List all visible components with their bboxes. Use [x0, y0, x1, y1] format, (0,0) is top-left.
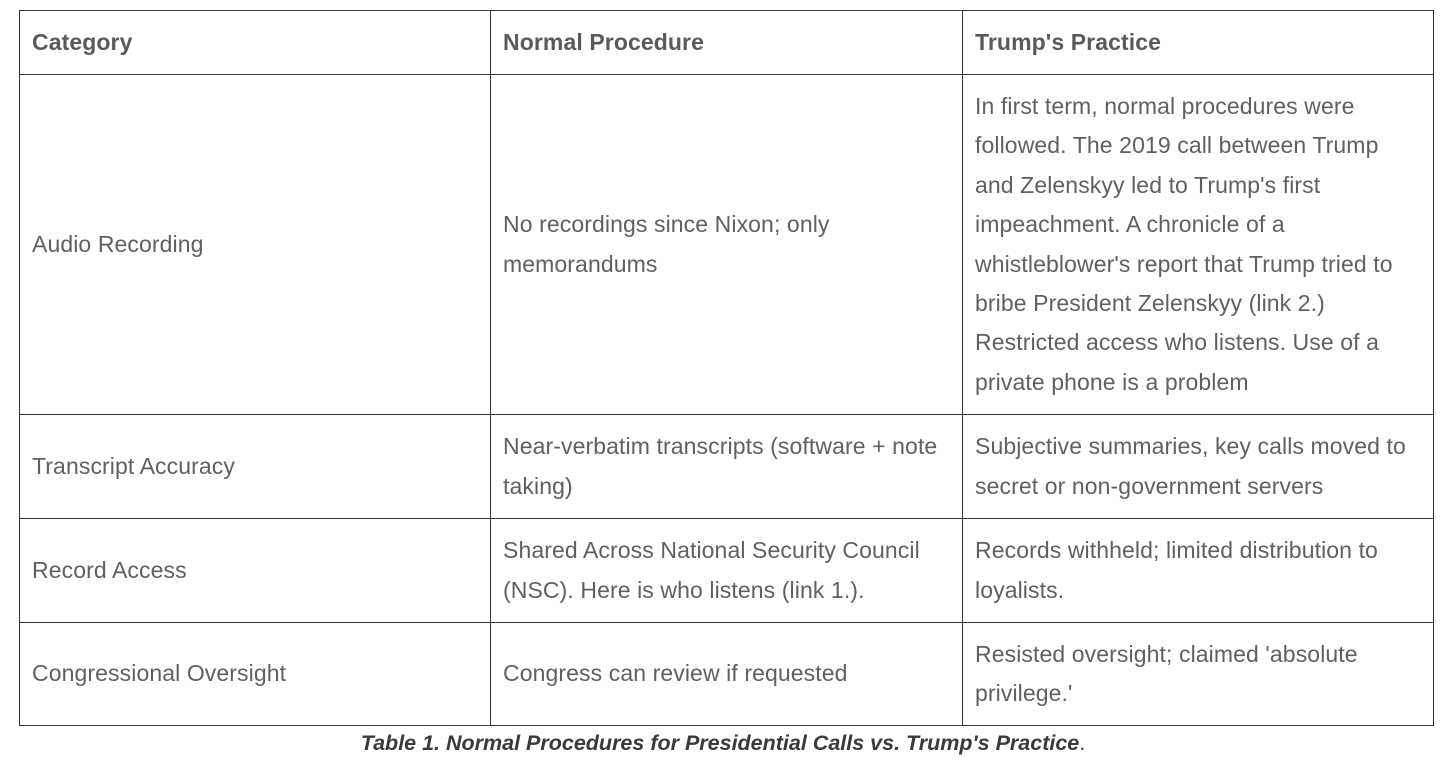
caption-period: . — [1079, 731, 1086, 755]
header-category: Category — [20, 11, 491, 75]
cell-category: Transcript Accuracy — [20, 415, 491, 519]
cell-category: Audio Recording — [20, 75, 491, 415]
cell-category: Record Access — [20, 519, 491, 623]
cell-normal-procedure: Near-verbatim transcripts (software + note taking) — [491, 415, 963, 519]
table-row — [20, 75, 1434, 415]
header-trumps-practice: Trump's Practice — [963, 11, 1434, 75]
cell-trumps-practice: Records withheld; limited distribution to loyalists. — [963, 519, 1434, 623]
cell-trumps-practice: In first term, normal procedures were followed. The 2019 call between Trump and Zelenskyy led to Trump's first impeachment. A chronicle of a whistleblower's report that Trump tried to bribe President Zelenskyy (link 2.) Restricted access who listens. Use of a private phone is a problem — [963, 75, 1434, 415]
cell-normal-procedure: Congress can review if requested — [491, 623, 963, 726]
cell-normal-procedure: No recordings since Nixon; only memorandums — [491, 75, 963, 415]
cell-category: Congressional Oversight — [20, 623, 491, 726]
table-row — [20, 415, 1434, 519]
cell-trumps-practice: Subjective summaries, key calls moved to secret or non-government servers — [963, 415, 1434, 519]
table-caption — [0, 728, 1446, 758]
table-row — [20, 519, 1434, 623]
table-header-row — [20, 11, 1434, 75]
caption-text: Table 1. Normal Procedures for Presidential Calls vs. Trump's Practice — [360, 731, 1080, 755]
cell-normal-procedure: Shared Across National Security Council (NSC). Here is who listens (link 1.). — [491, 519, 963, 623]
table-row — [20, 623, 1434, 726]
comparison-table — [19, 10, 1434, 726]
cell-trumps-practice: Resisted oversight; claimed 'absolute privilege.' — [963, 623, 1434, 726]
header-normal-procedure: Normal Procedure — [491, 11, 963, 75]
